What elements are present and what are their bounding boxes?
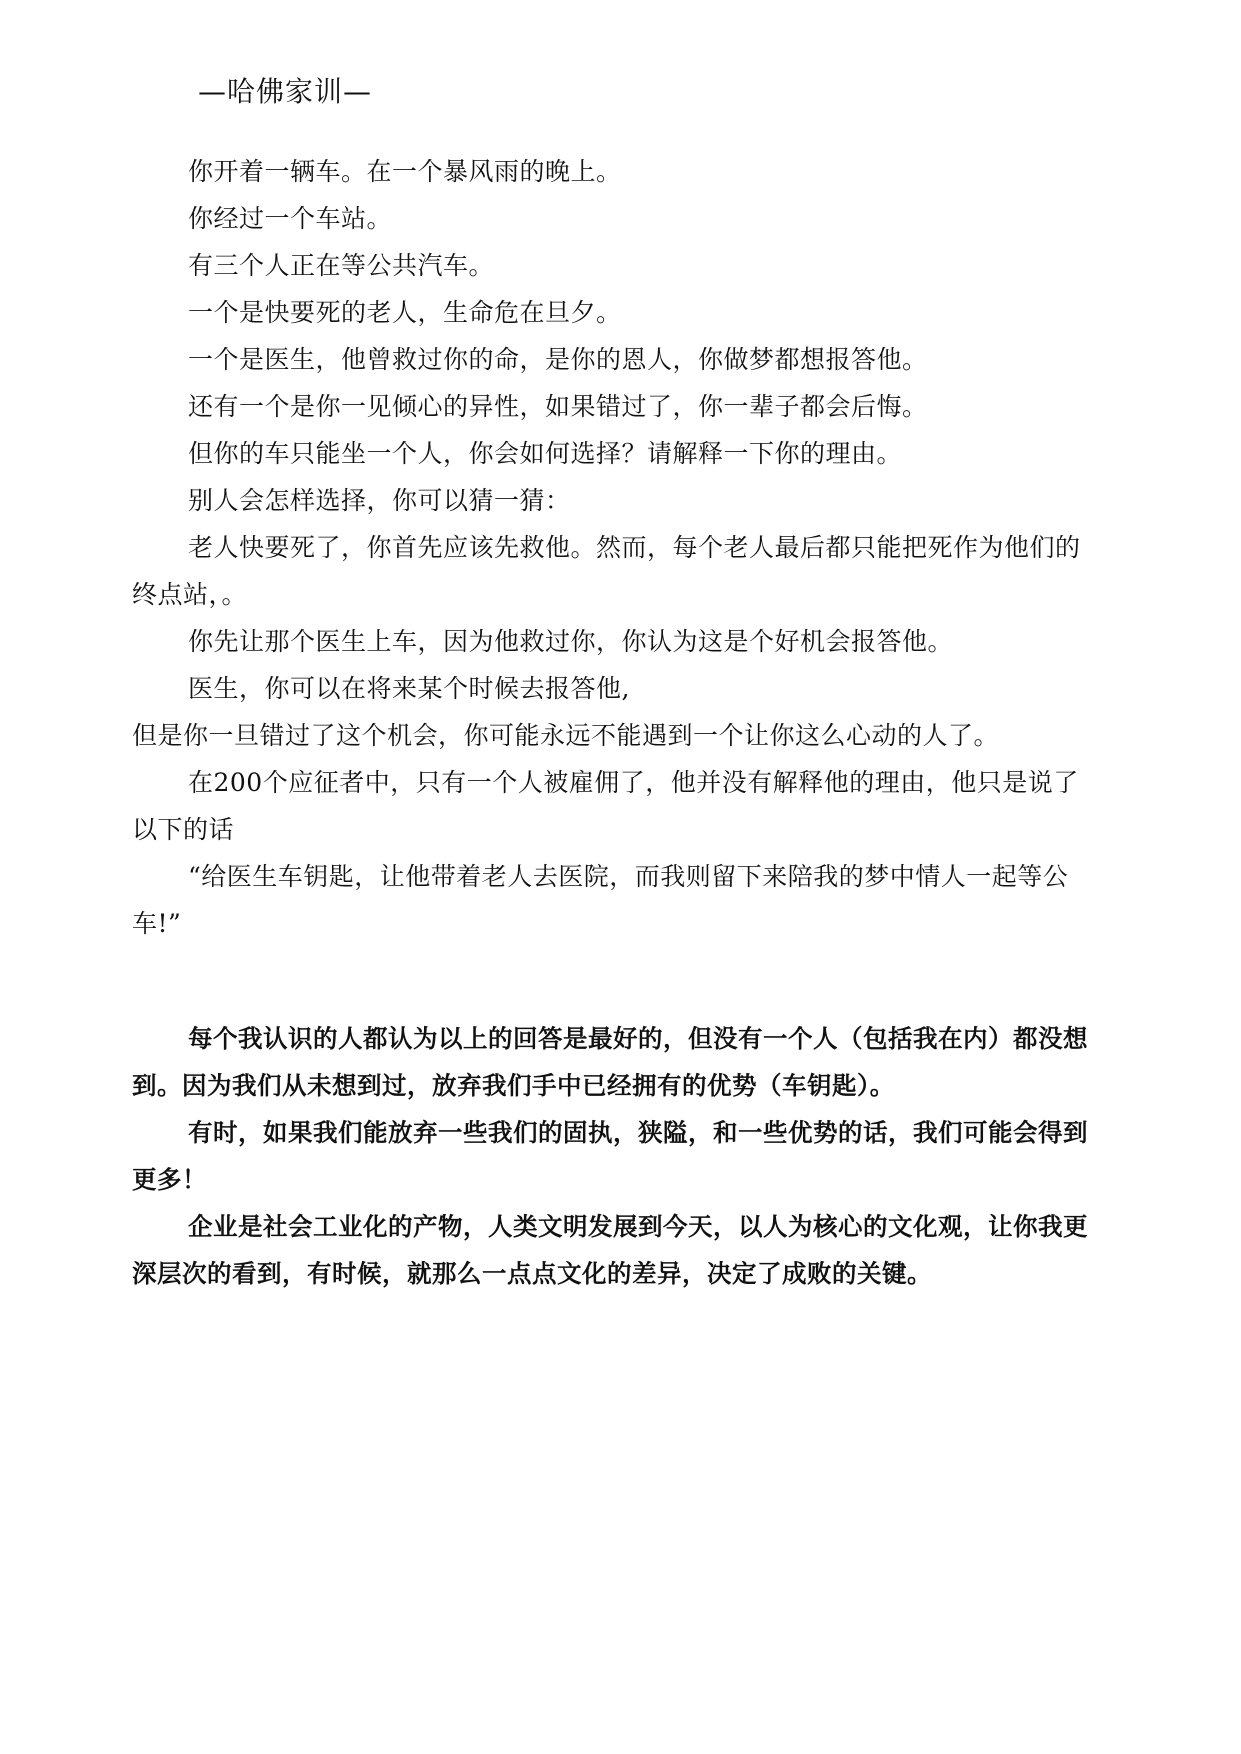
story-paragraph: 医生，你可以在将来某个时候去报答他, [188, 674, 630, 703]
story-paragraph: 还有一个是你一见倾心的异性，如果错过了，你一辈子都会后悔。 [188, 392, 928, 421]
document-body [132, 148, 1102, 1297]
reflection-section [132, 1015, 1102, 1297]
reflection-paragraph: 企业是社会工业化的产物，人类文明发展到今天，以人为核心的文化观，让你我更深层次的看到，有时候，就那么一点点文化的差异，决定了成败的关键。 [132, 1212, 1088, 1288]
story-paragraph: 你开着一辆车。在一个暴风雨的晚上。 [188, 157, 622, 186]
story-paragraph: 你经过一个车站。 [188, 204, 393, 233]
document-title: —哈佛家训— [198, 75, 373, 108]
story-paragraph: 在200个应征者中，只有一个人被雇佣了，他并没有解释他的理由，他只是说了以下的话 [132, 768, 1079, 844]
reflection-paragraph: 有时，如果我们能放弃一些我们的固执，狭隘，和一些优势的话，我们可能会得到更多！ [132, 1118, 1088, 1194]
story-paragraph: 但是你一旦错过了这个机会，你可能永远不能遇到一个让你这么心动的人了。 [132, 721, 1000, 750]
story-paragraph: 你先让那个医生上车，因为他救过你，你认为这是个好机会报答他。 [188, 627, 954, 656]
reflection-paragraph: 每个我认识的人都认为以上的回答是最好的，但没有一个人（包括我在内）都没想到。因为我们从未想到过，放弃我们手中已经拥有的优势（车钥匙）。 [132, 1024, 1088, 1100]
story-paragraph: 老人快要死了，你首先应该先救他。然而，每个老人最后都只能把死作为他们的终点站，。 [132, 533, 1081, 609]
story-paragraph: 一个是快要死的老人，生命危在旦夕。 [188, 298, 622, 327]
section-gap [132, 947, 1102, 1015]
story-paragraph: 但你的车只能坐一个人，你会如何选择？请解释一下你的理由。 [188, 439, 903, 468]
story-paragraph: 有三个人正在等公共汽车。 [188, 251, 495, 280]
story-quote: “给医生车钥匙，让他带着老人去医院，而我则留下来陪我的梦中情人一起等公车!” [132, 862, 1069, 938]
story-paragraph: 一个是医生，他曾救过你的命，是你的恩人，你做梦都想报答他。 [188, 345, 928, 374]
story-paragraph: 别人会怎样选择，你可以猜一猜： [188, 486, 571, 515]
